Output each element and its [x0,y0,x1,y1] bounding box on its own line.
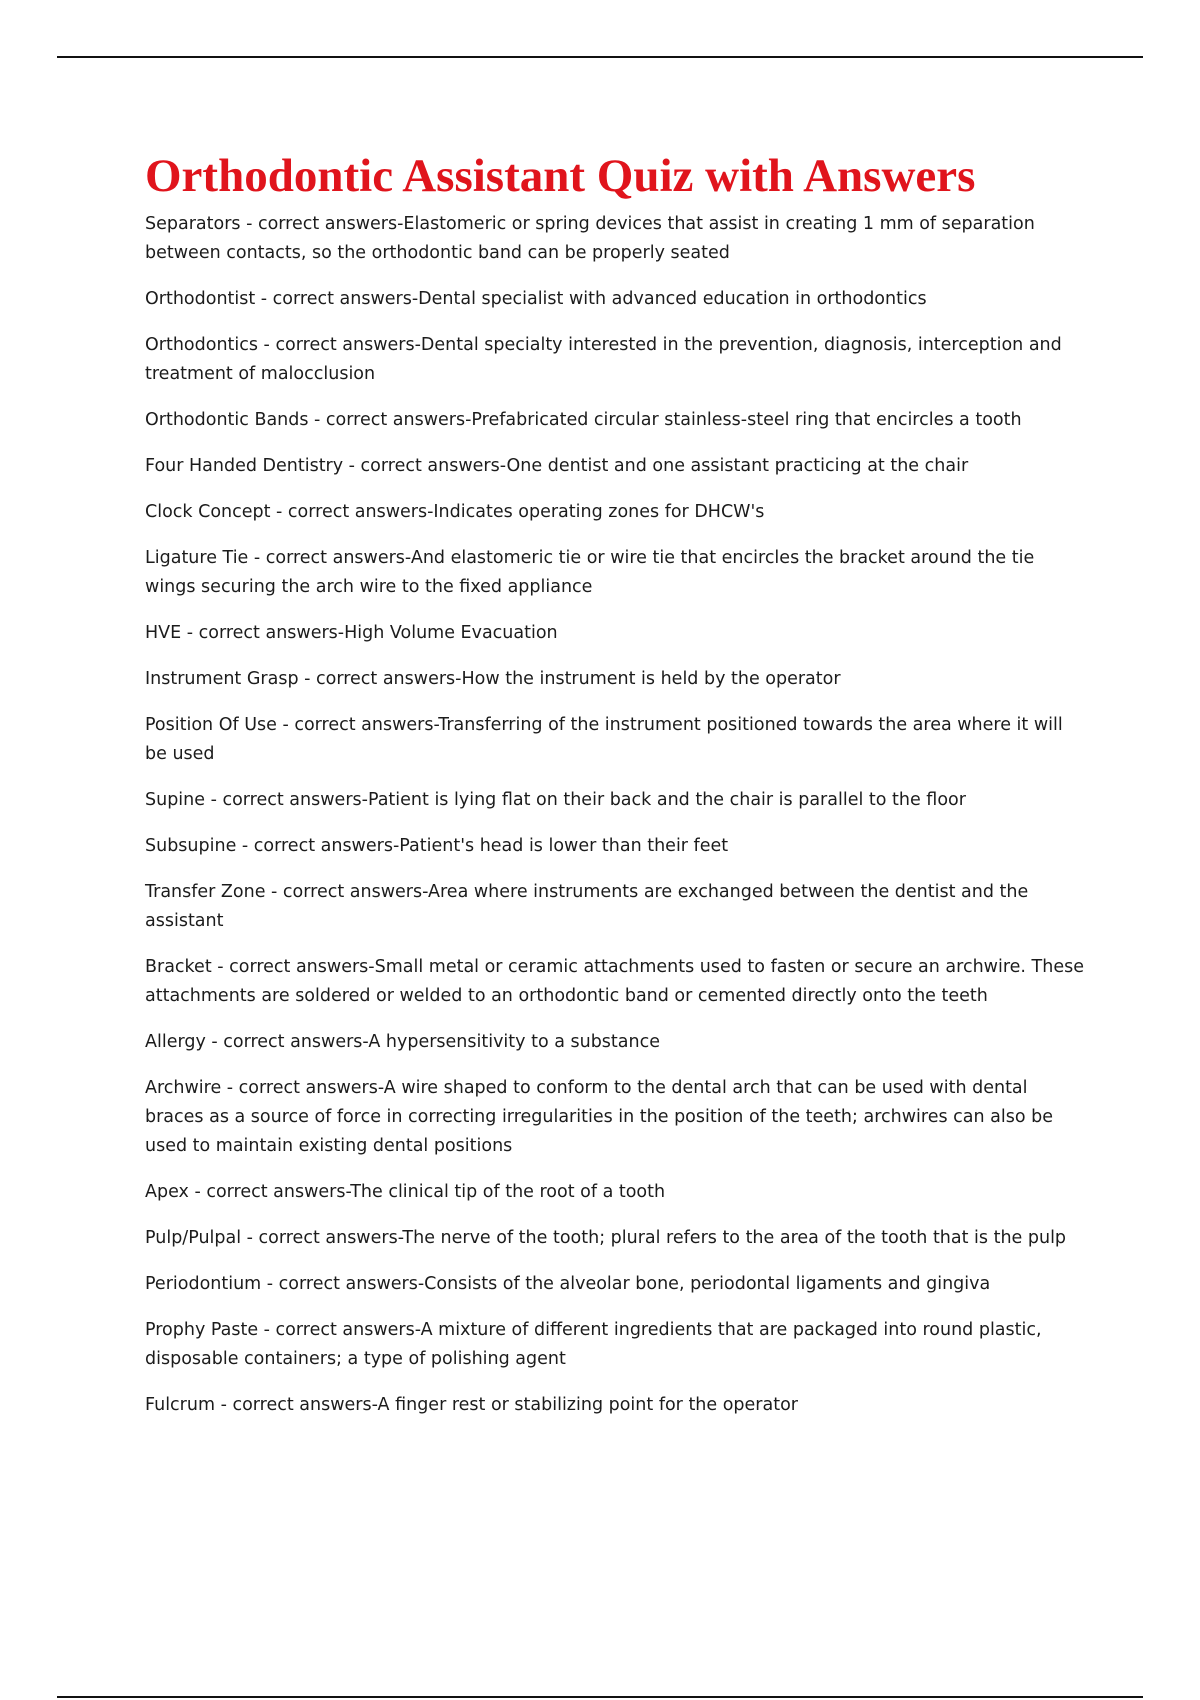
quiz-entry-list [145,210,1090,1420]
quiz-entry: Archwire - correct answers-A wire shaped to conform to the dental arch that can be used with dental braces as a source of force in correcting irregularities in the position of the teeth; archwires can also be used to maintain existing dental positions [145,1078,1054,1156]
quiz-entry: Prophy Paste - correct answers-A mixture of different ingredients that are packaged into round plastic, disposable containers; a type of polishing agent [145,1320,1042,1369]
quiz-entry: Transfer Zone - correct answers-Area where instruments are exchanged between the dentist and the assistant [145,882,1029,931]
quiz-entry: Position Of Use - correct answers-Transferring of the instrument positioned towards the area where it will be used [145,715,1063,764]
document-body [145,148,1090,1437]
quiz-entry: Orthodontist - correct answers-Dental specialist with advanced education in orthodontics [145,289,927,309]
quiz-entry: Periodontium - correct answers-Consists of the alveolar bone, periodontal ligaments and gingiva [145,1274,991,1294]
quiz-entry: Supine - correct answers-Patient is lying flat on their back and the chair is parallel to the floor [145,790,966,810]
quiz-entry: Apex - correct answers-The clinical tip of the root of a tooth [145,1182,666,1202]
quiz-entry: Subsupine - correct answers-Patient's head is lower than their feet [145,836,729,856]
quiz-entry: Fulcrum - correct answers-A finger rest or stabilizing point for the operator [145,1395,798,1415]
top-divider [57,56,1143,58]
quiz-entry: Instrument Grasp - correct answers-How the instrument is held by the operator [145,669,841,689]
quiz-entry: Bracket - correct answers-Small metal or ceramic attachments used to fasten or secure an archwire. These attachments are soldered or welded to an orthodontic band or cemented directly onto the teeth [145,957,1084,1006]
quiz-entry: Four Handed Dentistry - correct answers-One dentist and one assistant practicing at the chair [145,456,969,476]
quiz-entry: Clock Concept - correct answers-Indicates operating zones for DHCW's [145,502,765,522]
quiz-entry: Separators - correct answers-Elastomeric or spring devices that assist in creating 1 mm of separation between contacts, so the orthodontic band can be properly seated [145,214,1035,263]
bottom-divider [57,1696,1143,1698]
quiz-entry: Ligature Tie - correct answers-And elastomeric tie or wire tie that encircles the bracket around the tie wings securing the arch wire to the fixed appliance [145,548,1035,597]
quiz-entry: Orthodontic Bands - correct answers-Prefabricated circular stainless-steel ring that encircles a tooth [145,410,1022,430]
document-title: Orthodontic Assistant Quiz with Answers [145,150,976,202]
quiz-entry: Pulp/Pulpal - correct answers-The nerve of the tooth; plural refers to the area of the tooth that is the pulp [145,1228,1067,1248]
quiz-entry: HVE - correct answers-High Volume Evacuation [145,623,558,643]
quiz-entry: Orthodontics - correct answers-Dental specialty interested in the prevention, diagnosis, interception and treatment of malocclusion [145,335,1062,384]
quiz-entry: Allergy - correct answers-A hypersensitivity to a substance [145,1032,660,1052]
